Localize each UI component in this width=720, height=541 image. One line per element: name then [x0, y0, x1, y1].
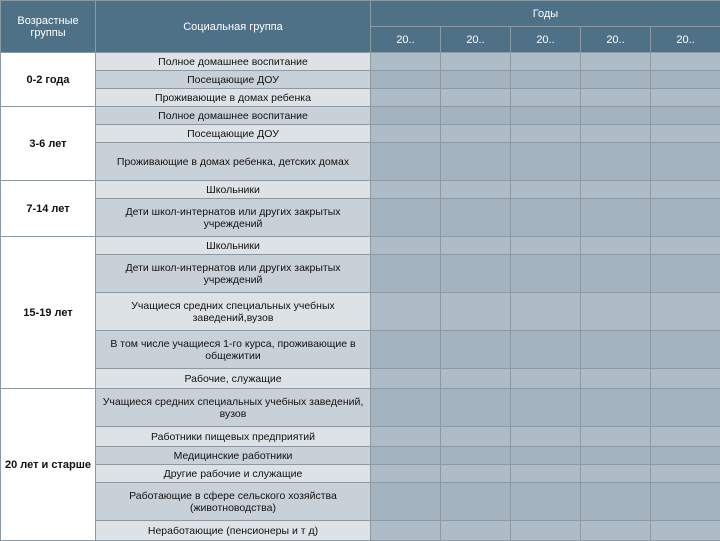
year-value-cell[interactable] — [651, 181, 720, 199]
year-value-cell[interactable] — [511, 465, 581, 483]
year-value-cell[interactable] — [441, 255, 511, 293]
year-value-cell[interactable] — [371, 483, 441, 521]
table-row — [1, 465, 720, 483]
table-row — [1, 89, 720, 107]
table-row — [1, 237, 720, 255]
social-group-cell: Посещающие ДОУ — [96, 71, 371, 89]
year-value-cell[interactable] — [581, 255, 651, 293]
year-column-header: 20.. — [511, 27, 581, 53]
year-value-cell[interactable] — [511, 389, 581, 427]
age-groups-header: Возрастные группы — [1, 1, 96, 53]
table-row — [1, 199, 720, 237]
year-value-cell[interactable] — [511, 255, 581, 293]
year-value-cell[interactable] — [441, 389, 511, 427]
social-group-cell: Проживающие в домах ребенка, детских домах — [96, 143, 371, 181]
table-row — [1, 369, 720, 389]
year-value-cell[interactable] — [511, 199, 581, 237]
year-value-cell[interactable] — [371, 255, 441, 293]
year-value-cell[interactable] — [511, 293, 581, 331]
year-value-cell[interactable] — [581, 143, 651, 181]
year-value-cell[interactable] — [441, 107, 511, 125]
year-value-cell[interactable] — [511, 89, 581, 107]
year-value-cell[interactable] — [581, 125, 651, 143]
year-value-cell[interactable] — [581, 465, 651, 483]
year-value-cell[interactable] — [371, 331, 441, 369]
year-value-cell[interactable] — [511, 71, 581, 89]
social-group-cell: Учащиеся средних специальных учебных заведений,вузов — [96, 293, 371, 331]
year-value-cell[interactable] — [371, 199, 441, 237]
social-group-header: Социальная группа — [96, 1, 371, 53]
year-value-cell[interactable] — [441, 293, 511, 331]
year-value-cell[interactable] — [651, 53, 720, 71]
year-value-cell[interactable] — [581, 71, 651, 89]
year-value-cell[interactable] — [441, 483, 511, 521]
social-group-cell: Проживающие в домах ребенка — [96, 89, 371, 107]
social-group-cell: Другие рабочие и служащие — [96, 465, 371, 483]
table-row — [1, 447, 720, 465]
social-group-cell: Школьники — [96, 181, 371, 199]
year-value-cell[interactable] — [581, 199, 651, 237]
year-value-cell[interactable] — [441, 331, 511, 369]
year-value-cell[interactable] — [511, 369, 581, 389]
year-value-cell[interactable] — [511, 427, 581, 447]
age-group-cell: 20 лет и старше — [1, 389, 96, 541]
year-value-cell[interactable] — [651, 89, 720, 107]
year-value-cell[interactable] — [651, 427, 720, 447]
table-row — [1, 125, 720, 143]
year-value-cell[interactable] — [441, 71, 511, 89]
year-value-cell[interactable] — [371, 53, 441, 71]
table-row — [1, 483, 720, 521]
year-column-header: 20.. — [441, 27, 511, 53]
year-column-header: 20.. — [651, 27, 720, 53]
year-value-cell[interactable] — [651, 483, 720, 521]
year-value-cell[interactable] — [651, 447, 720, 465]
year-value-cell[interactable] — [511, 447, 581, 465]
year-value-cell[interactable] — [651, 107, 720, 125]
social-group-cell: Посещающие ДОУ — [96, 125, 371, 143]
social-group-cell: Неработающие (пенсионеры и т д) — [96, 521, 371, 541]
year-value-cell[interactable] — [511, 125, 581, 143]
year-value-cell[interactable] — [651, 521, 720, 541]
year-value-cell[interactable] — [511, 331, 581, 369]
year-value-cell[interactable] — [441, 427, 511, 447]
year-value-cell[interactable] — [651, 369, 720, 389]
year-value-cell[interactable] — [371, 447, 441, 465]
year-value-cell[interactable] — [371, 521, 441, 541]
year-value-cell[interactable] — [371, 143, 441, 181]
year-value-cell[interactable] — [371, 427, 441, 447]
age-group-cell: 7-14 лет — [1, 181, 96, 237]
social-group-cell: Учащиеся средних специальных учебных заведений, вузов — [96, 389, 371, 427]
year-value-cell[interactable] — [581, 521, 651, 541]
year-value-cell[interactable] — [651, 237, 720, 255]
table-row — [1, 71, 720, 89]
year-value-cell[interactable] — [511, 143, 581, 181]
year-value-cell[interactable] — [651, 199, 720, 237]
year-value-cell[interactable] — [581, 369, 651, 389]
social-group-cell: В том числе учащиеся 1-го курса, проживающие в общежитии — [96, 331, 371, 369]
year-value-cell[interactable] — [371, 237, 441, 255]
social-group-cell: Дети школ-интернатов или других закрытых учреждений — [96, 199, 371, 237]
social-group-cell: Медицинские работники — [96, 447, 371, 465]
table-row — [1, 427, 720, 447]
year-value-cell[interactable] — [511, 237, 581, 255]
year-value-cell[interactable] — [441, 53, 511, 71]
year-value-cell[interactable] — [441, 447, 511, 465]
year-value-cell[interactable] — [581, 389, 651, 427]
age-group-cell: 15-19 лет — [1, 237, 96, 389]
year-value-cell[interactable] — [511, 483, 581, 521]
year-value-cell[interactable] — [581, 447, 651, 465]
table-row — [1, 181, 720, 199]
table-row — [1, 389, 720, 427]
year-value-cell[interactable] — [371, 125, 441, 143]
year-value-cell[interactable] — [371, 71, 441, 89]
year-value-cell[interactable] — [651, 293, 720, 331]
table-row — [1, 53, 720, 71]
year-value-cell[interactable] — [651, 465, 720, 483]
year-value-cell[interactable] — [441, 181, 511, 199]
years-header: Годы — [371, 1, 720, 27]
social-group-cell: Рабочие, служащие — [96, 369, 371, 389]
year-value-cell[interactable] — [651, 331, 720, 369]
year-value-cell[interactable] — [441, 521, 511, 541]
year-value-cell[interactable] — [651, 143, 720, 181]
year-value-cell[interactable] — [581, 89, 651, 107]
year-value-cell[interactable] — [371, 181, 441, 199]
year-value-cell[interactable] — [651, 389, 720, 427]
year-value-cell[interactable] — [581, 483, 651, 521]
year-value-cell[interactable] — [511, 53, 581, 71]
year-value-cell[interactable] — [581, 331, 651, 369]
table-row — [1, 331, 720, 369]
year-value-cell[interactable] — [371, 293, 441, 331]
age-group-cell: 0-2 года — [1, 53, 96, 107]
year-value-cell[interactable] — [441, 199, 511, 237]
year-value-cell[interactable] — [441, 89, 511, 107]
social-group-cell: Полное домашнее воспитание — [96, 53, 371, 71]
year-column-header: 20.. — [371, 27, 441, 53]
table-row — [1, 107, 720, 125]
year-value-cell[interactable] — [441, 465, 511, 483]
table-row — [1, 293, 720, 331]
age-group-cell: 3-6 лет — [1, 107, 96, 181]
year-value-cell[interactable] — [651, 255, 720, 293]
year-value-cell[interactable] — [371, 465, 441, 483]
year-value-cell[interactable] — [371, 107, 441, 125]
year-value-cell[interactable] — [651, 125, 720, 143]
year-value-cell[interactable] — [581, 107, 651, 125]
social-group-cell: Работающие в сфере сельского хозяйства (животноводства) — [96, 483, 371, 521]
year-value-cell[interactable] — [581, 293, 651, 331]
social-group-cell: Школьники — [96, 237, 371, 255]
year-value-cell[interactable] — [511, 181, 581, 199]
year-value-cell[interactable] — [651, 71, 720, 89]
year-value-cell[interactable] — [581, 181, 651, 199]
table-row — [1, 255, 720, 293]
social-group-cell: Работники пищевых предприятий — [96, 427, 371, 447]
table-row — [1, 143, 720, 181]
year-value-cell[interactable] — [441, 143, 511, 181]
year-value-cell[interactable] — [371, 89, 441, 107]
year-value-cell[interactable] — [441, 125, 511, 143]
year-value-cell[interactable] — [511, 521, 581, 541]
social-group-cell: Полное домашнее воспитание — [96, 107, 371, 125]
year-value-cell[interactable] — [511, 107, 581, 125]
year-column-header: 20.. — [581, 27, 651, 53]
year-value-cell[interactable] — [581, 427, 651, 447]
table-row — [1, 521, 720, 541]
social-group-cell: Дети школ-интернатов или других закрытых учреждений — [96, 255, 371, 293]
year-value-cell[interactable] — [581, 53, 651, 71]
year-value-cell[interactable] — [441, 369, 511, 389]
year-value-cell[interactable] — [441, 237, 511, 255]
year-value-cell[interactable] — [371, 369, 441, 389]
year-value-cell[interactable] — [371, 389, 441, 427]
year-value-cell[interactable] — [581, 237, 651, 255]
